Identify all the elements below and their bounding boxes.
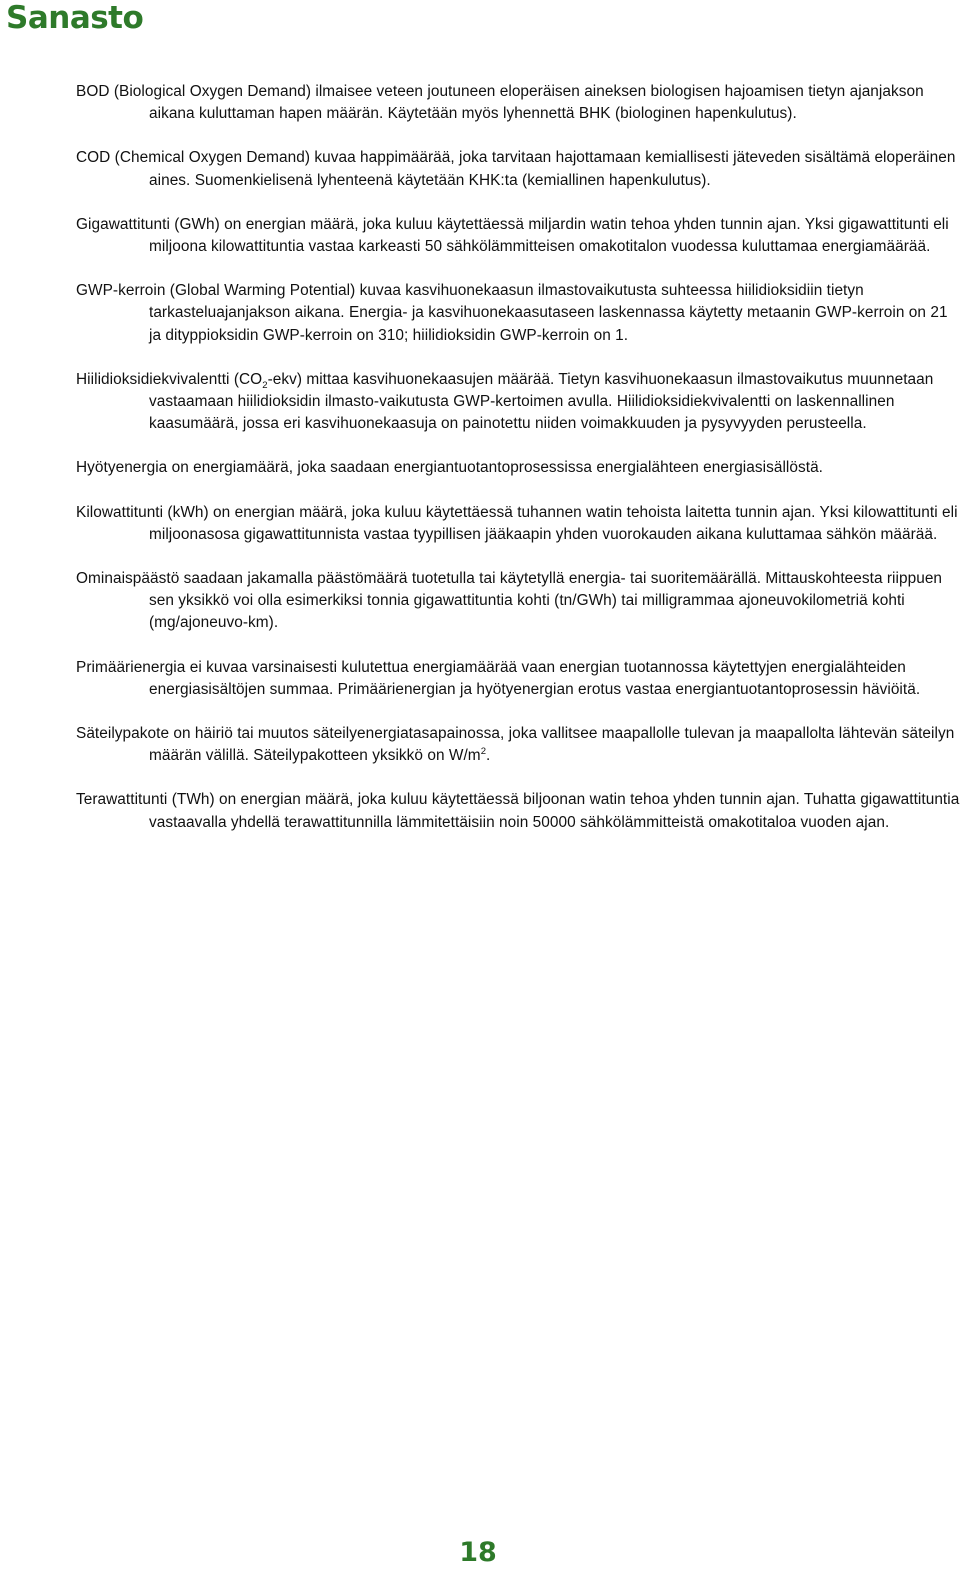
- glossary-entry-hiilidioksidiekvivalentti: [76, 369, 960, 436]
- glossary-entry-cod: COD (Chemical Oxygen Demand) kuvaa happimäärää, joka tarvitaan hajottamaan kemiallisesti jäteveden sisältämä eloperäinen aines. Suomenkielisenä lyhenteenä käytetään KHK:ta (kemiallinen hapenkulutus).: [76, 149, 956, 189]
- glossary-entry-hyotyenergia: Hyötyenergia on energiamäärä, joka saadaan energiantuotantoprosessissa energialähteen energiasisällöstä.: [76, 459, 824, 477]
- page-title: Sanasto: [6, 0, 144, 36]
- glossary-entry-kilowattitunti: Kilowattitunti (kWh) on energian määrä, joka kuluu käytettäessä tuhannen watin tehoista laitetta tunnin ajan. Yksi kilowattitunti eli miljoonasosa gigawattitunnista vastaa tyypillisen jääkaapin yhden vuorokauden aikana kuluttamaa sähkön määrää.: [76, 503, 958, 543]
- glossary-entry-gigawattitunti: Gigawattitunti (GWh) on energian määrä, joka kuluu käytettäessä miljardin watin tehoa yhden tunnin ajan. Yksi gigawattitunti eli miljoona kilowattituntia vastaa karkeasti 50 sähkölämmitteisen omakotitalon vuodessa kuluttamaa energiamäärää.: [76, 215, 949, 256]
- glossary-entry-sateilypakote: [76, 723, 960, 767]
- entry-text-before-subscript: Hiilidioksidiekvivalentti (CO: [76, 370, 263, 388]
- glossary-entry-primaarienergia: Primäärienergia ei kuvaa varsinaisesti kulutettua energiamäärää vaan energian tuotannossa käytettyjen energialähteiden energiasisältöjen summaa. Primäärienergian ja hyötyenergian erotus vastaa energiantuotantoprosessin häviöitä.: [76, 658, 921, 698]
- glossary-entry-ominaispaasto: Ominaispäästö saadaan jakamalla päästömäärä tuotetulla tai käytetyllä energia- tai suoritemäärällä. Mittauskohteesta riippuen sen yksikkö voi olla esimerkiksi tonnia gigawattituntia kohti (tn/GWh) tai milligrammaa ajoneuvokilometriä kohti (mg/ajoneuvo-km).: [76, 570, 943, 632]
- page-number: 18: [459, 1537, 497, 1568]
- glossary-list: [76, 81, 960, 856]
- entry-text-after-subscript: -ekv) mittaa kasvihuonekaasujen määrää. Tietyn kasvihuonekaasun ilmastovaikutus muunnetaan vastaamaan hiilidioksidin ilmasto-vaikutusta GWP-kertoimen avulla. Hiilidioksidiekvivalentti on laskennallinen kaasumäärä, jossa eri kasvihuonekaasuja on painotettu niiden voimakkuuden ja pysyvyyden perusteella.: [149, 370, 934, 433]
- entry-text-before-superscript: Säteilypakote on häiriö tai muutos säteilyenergiatasapainossa, joka vallitsee maapallolle tulevan ja maapallolta lähtevän säteilyn määrän välillä. Säteilypakotteen yksikkö on W/m: [76, 725, 955, 765]
- glossary-entry-bod: BOD (Biological Oxygen Demand) ilmaisee veteen joutuneen eloperäisen aineksen biologisen hajoamisen tietyn ajanjakson aikana kuluttaman hapen määrän. Käytetään myös lyhennettä BHK (biologinen hapenkulutus).: [76, 83, 924, 123]
- superscript-2: 2: [480, 746, 487, 758]
- entry-text-after-superscript: .: [486, 747, 491, 765]
- glossary-entry-terawattitunti: Terawattitunti (TWh) on energian määrä, joka kuluu käytettäessä biljoonan watin tehoa yhden tunnin ajan. Tuhatta gigawattituntia vastaavalla yhdellä terawattitunnilla lämmitettäisiin noin 50000 sähkölämmitteistä omakotitaloa vuoden ajan.: [76, 791, 960, 831]
- glossary-entry-gwp-kerroin: GWP-kerroin (Global Warming Potential) kuvaa kasvihuonekaasun ilmastovaikutusta suhteessa hiilidioksidiin tietyn tarkasteluajanjakson aikana. Energia- ja kasvihuonekaasutaseen laskennassa käytetty metaanin GWP-kerroin on 21 ja dityppioksidin GWP-kerroin on 310; hiilidioksidin GWP-kerroin on 1.: [76, 282, 948, 344]
- subscript-2: 2: [262, 379, 268, 391]
